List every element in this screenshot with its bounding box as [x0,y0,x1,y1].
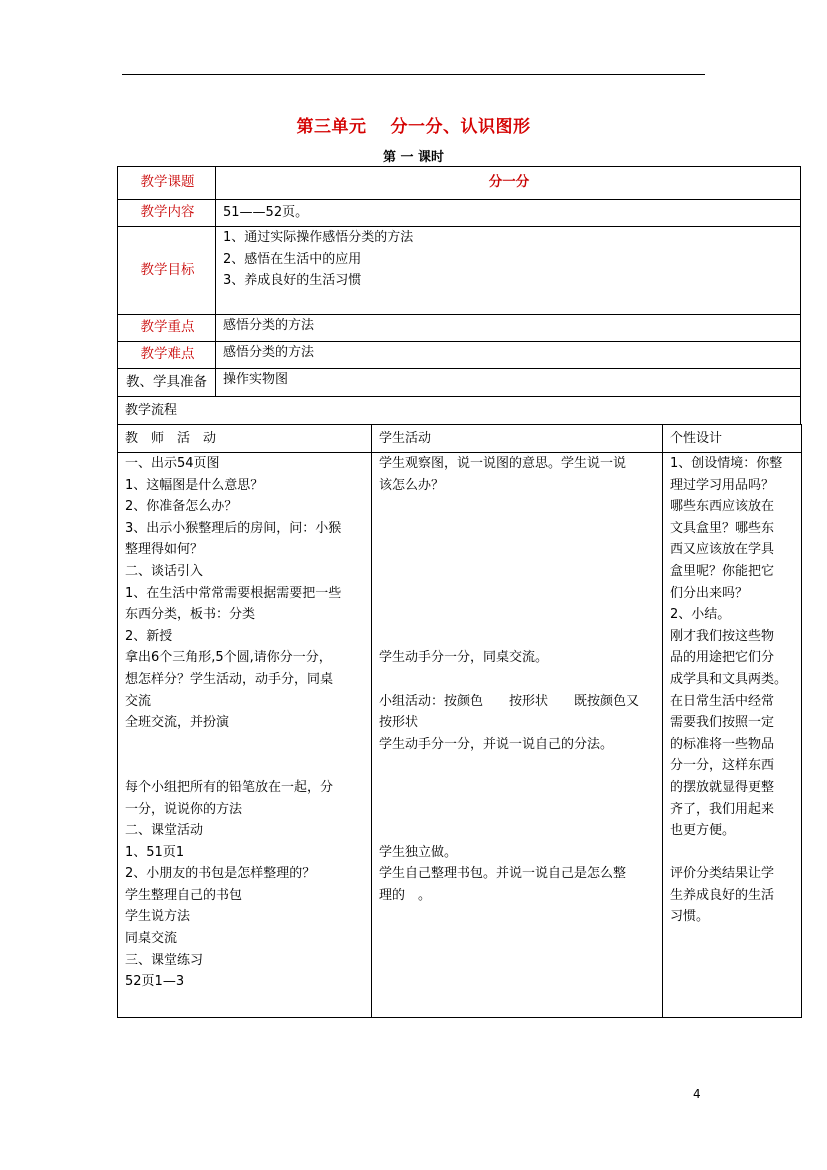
row-materials [118,369,801,397]
student-activity-line [379,561,657,583]
teacher-activity-line: 全班交流，并扮演 [125,715,230,731]
label-difficulty: 教学难点 [118,342,216,369]
design-note-line [670,842,796,864]
lesson-topic: 分一分 [216,167,801,200]
row-activities [118,453,802,1018]
process-label: 教学流程 [118,397,801,425]
design-note-line: 哪些东西应该放在 [670,499,775,515]
label-materials: 教、学具准备 [118,369,216,397]
unit-title: 第三单元 分一分、认识图形 [296,117,531,137]
teacher-activity-line: 每个小组把所有的铅笔放在一起，分 [125,779,334,795]
design-notes [663,453,802,1018]
row-difficulty [118,342,801,369]
header-rule [122,74,705,75]
teacher-activity-line: 拿出6个三角形,5个圆,请你分一分， [125,650,332,666]
row-goals [118,227,801,315]
student-activity-line: 学生自己整理书包。并说一说自己是怎么整 [379,866,627,882]
student-activity-line [379,583,657,605]
teacher-activity-line: 一分，说说你的方法 [125,801,243,817]
student-activity-line: 理的 。 [379,887,432,903]
key-point: 感悟分类的方法 [216,315,801,342]
design-note-line: 们分出来吗？ [670,585,749,601]
label-key-point: 教学重点 [118,315,216,342]
teacher-activity-line: 3、出示小猴整理后的房间，问：小猴 [125,520,342,536]
teacher-activity-line: 想怎样分？学生活动，动手分，同桌 [125,671,334,687]
lesson-content: 51——52页。 [216,200,801,227]
header-teacher-activity: 教 师 活 动 [118,425,372,453]
student-activity-line [379,518,657,540]
design-note-line: 也更方便。 [670,823,736,839]
design-note-line: 习惯。 [670,909,710,925]
student-activity-line: 学生动手分一分，并说一说自己的分法。 [379,736,614,752]
row-content [118,200,801,227]
design-note-line: 品的用途把它们分 [670,650,775,666]
teacher-activity-line [125,755,366,777]
design-note-line: 分一分，这样东西 [670,758,775,774]
row-key-point [118,315,801,342]
teacher-activity-line: 二、谈话引入 [125,563,204,579]
design-note-line: 刚才我们按这些物 [670,628,775,644]
row-topic [118,167,801,200]
header-student-activity: 学生活动 [372,425,663,453]
goal-item: 1、通过实际操作感悟分类的方法 [223,230,414,245]
teacher-activity-line: 1、在生活中常常需要根据需要把一些 [125,585,342,601]
materials: 操作实物图 [216,369,801,397]
teacher-activity-line: 52页1—3 [125,974,185,990]
design-note-line: 在日常生活中经常 [670,693,775,709]
goal-item: 3、养成良好的生活习惯 [223,273,362,289]
activities-table [117,424,802,1018]
student-activity-line [379,799,657,821]
student-activity-line: 学生观察图，说一说图的意思。学生说一说 [379,456,627,471]
teacher-activities [118,453,372,1018]
goals-cell [216,227,801,315]
label-topic: 教学课题 [118,167,216,200]
teacher-activity-line: 整理得如何？ [125,542,204,558]
label-goals: 教学目标 [118,227,216,315]
lesson-number: 第 一 课时 [382,150,445,165]
student-activity-line [379,777,657,799]
design-note-line: 盒里呢？你能把它 [670,563,775,579]
student-activity-line: 该怎么办？ [379,477,445,493]
teacher-activity-line: 交流 [125,693,152,709]
row-process [118,397,801,425]
teacher-activity-line: 1、51页1 [125,844,185,860]
teacher-activity-line: 学生整理自己的书包 [125,887,243,903]
label-content: 教学内容 [118,200,216,227]
design-note-line: 西又应该放在学具 [670,542,775,558]
teacher-activity-line: 二、课堂活动 [125,823,204,839]
student-activity-line [379,755,657,777]
student-activity-line: 按形状 [379,715,419,731]
student-activity-line [379,626,657,648]
teacher-activity-line: 学生说方法 [125,909,191,925]
teacher-activity-line: 东西分类，板书：分类 [125,607,256,623]
teacher-activity-line: 2、小朋友的书包是怎样整理的？ [125,866,316,882]
teacher-activity-line: 三、课堂练习 [125,952,204,968]
difficulty: 感悟分类的方法 [216,342,801,369]
student-activity-line: 学生动手分一分，同桌交流。 [379,650,549,666]
design-note-line: 2、小结。 [670,607,731,623]
design-note-line: 理过学习用品吗？ [670,477,775,493]
student-activity-line [379,496,657,518]
design-note-line: 评价分类结果让学 [670,866,775,882]
student-activity-line [379,604,657,626]
header-design: 个性设计 [663,425,802,453]
design-note-line: 的标准将一些物品 [670,736,775,752]
design-note-line: 文具盒里？哪些东 [670,520,775,536]
teacher-activity-line: 一、出示54页图 [125,456,220,471]
teacher-activity-line: 2、你准备怎么办？ [125,499,238,515]
student-activities [372,453,663,1018]
goal-item: 2、感悟在生活中的应用 [223,251,362,267]
lesson-plan-table [117,166,801,425]
teacher-activity-line: 2、新授 [125,628,173,644]
teacher-activity-line [125,734,366,756]
student-activity-line: 小组活动：按颜色 按形状 既按颜色又 [379,693,640,709]
design-note-line: 1、创设情境：你整 [670,456,783,471]
design-note-line: 齐了，我们用起来 [670,801,775,817]
teacher-activity-line: 1、这幅图是什么意思？ [125,477,264,493]
row-activity-headers [118,425,802,453]
design-note-line: 需要我们按照一定 [670,715,775,731]
teacher-activity-line: 同桌交流 [125,931,178,947]
student-activity-line [379,539,657,561]
student-activity-line [379,820,657,842]
design-note-line: 生养成良好的生活 [670,887,775,903]
design-note-line: 成学具和文具两类。 [670,671,788,687]
page-number: 4 [693,1087,701,1101]
design-note-line: 的摆放就显得更整 [670,779,775,795]
student-activity-line [379,669,657,691]
student-activity-line: 学生独立做。 [379,844,458,860]
